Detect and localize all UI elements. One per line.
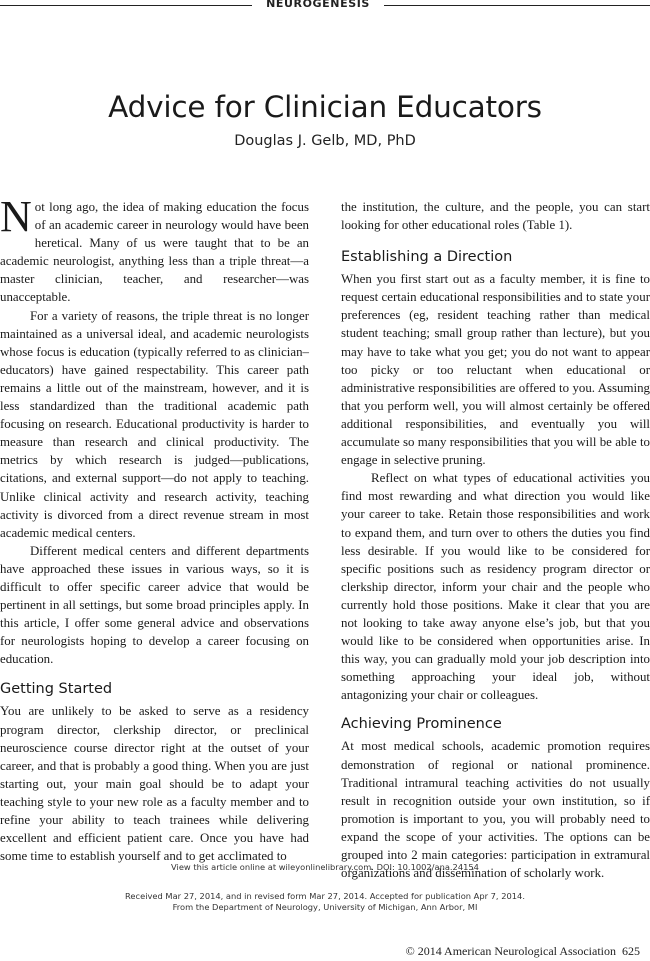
body-column-right [341,198,650,882]
article-title: Advice for Clinician Educators [108,89,542,124]
paragraph: Different medical centers and different departments have approached these issues in various ways, so it is difficult to offer specific career advice that would be pertinent in all settings, but some broad principles apply. In this article, I offer some general advice and observations for neurologists hoping to develop a career focusing on education. [0,543,309,667]
page-number: 625 [622,944,640,958]
paragraph-getting-started-continued: the institution, the culture, and the people, you can start looking for other educational roles (Table 1). [341,200,650,233]
paragraph: When you first start out as a faculty member, it is fine to request certain educational responsibilities and to state your preferences (eg, resident teaching rather than medical student teaching; small group rather than lecture), but you may have to take what you get; you do not want to appear too picky or too reluctant when educational or administrative responsibilities are offered to you. Assuming that you perform well, you will almost certainly be offered additional responsibilities, and eventually you will accumulate so many responsibilities that you will be able to engage in selective pruning. [341,272,650,468]
paragraph: Reflect on what types of educational activities you find most rewarding and what direction you would like your career to take. Retain those responsibilities and work to expand them, and turn over to others the duties you find less desirable. If you would like to be considered for specific positions such as residency program director or clerkship director, inform your chair and the people who currently hold those positions. Make it clear that you are not looking to take away anyone else’s job, but that you would like to be considered when opportunities arise. In this way, you can gradually mold your job description into something approaching your ideal job, without antagonizing your chair or colleagues. [341,471,650,703]
heading-getting-started: Getting Started [0,681,113,698]
copyright: © 2014 American Neurological Association [405,944,616,958]
paragraph-getting-started: You are unlikely to be asked to serve as a residency program director, clerkship director, or preclinical neuroscience course director right at the outset of your career, and that is probably a good thing. When you are just starting out, your main goal should be to adapt your teaching style to your new role as a faculty member and to refine your ability to teach trainees while delivering excellent and efficient patient care. Once you have had some time to establish yourself and to get acclimated to [0,704,309,864]
section-label: NEUROGENESIS [266,0,370,10]
paragraph: For a variety of reasons, the triple threat is no longer maintained as a universal ideal, and academic neurologists whose focus is education (typically referred to as clinician–educators) have gained respectability. This career path remains a little out of the mainstream, however, and it is less standardized than the traditional academic path focusing on research. Educational productivity is harder to measure than research and clinical productivity. The metrics by which research is judged—publications, citations, and external support—do not apply to teaching. Unlike clinical activity and research activity, teaching activity is divorced from a direct revenue stream in most academic medical centers. [0,308,309,540]
header-rule-right [384,5,650,6]
doi-link[interactable]: View this article online at wileyonlinelibrary.com. DOI: 10.1002/ana.24154 [171,862,479,872]
body-column-left [0,192,309,865]
affiliation: From the Department of Neurology, University of Michigan, Ann Arbor, MI [172,902,478,912]
header-rule-left [0,5,252,6]
paragraph-intro: Not long ago, the idea of making education the focus of an academic career in neurology would have been heretical. Many of us were taught that to be an academic neurologist, anything less than a triple threat—a master clinician, teacher, and researcher—was unacceptable. [0,192,309,305]
footnote-online [0,862,650,873]
footnote-received [0,891,650,913]
received-dates: Received Mar 27, 2014, and in revised form Mar 27, 2014. Accepted for publication Apr 7, 2014. [125,891,525,901]
page-footer [406,944,640,959]
article-author: Douglas J. Gelb, MD, PhD [234,133,416,149]
paragraph: At most medical schools, academic promotion requires demonstration of regional or national prominence. Traditional intramural teaching activities do not usually result in recognition outside your own institution, so if promotion is important to you, you will probably need to expand the scope of your activities. The options can be grouped into 2 main categories: participation in extramural organizations and dissemination of scholarly work. [341,739,650,881]
heading-establishing-direction: Establishing a Direction [341,249,513,266]
heading-achieving-prominence: Achieving Prominence [341,716,502,733]
